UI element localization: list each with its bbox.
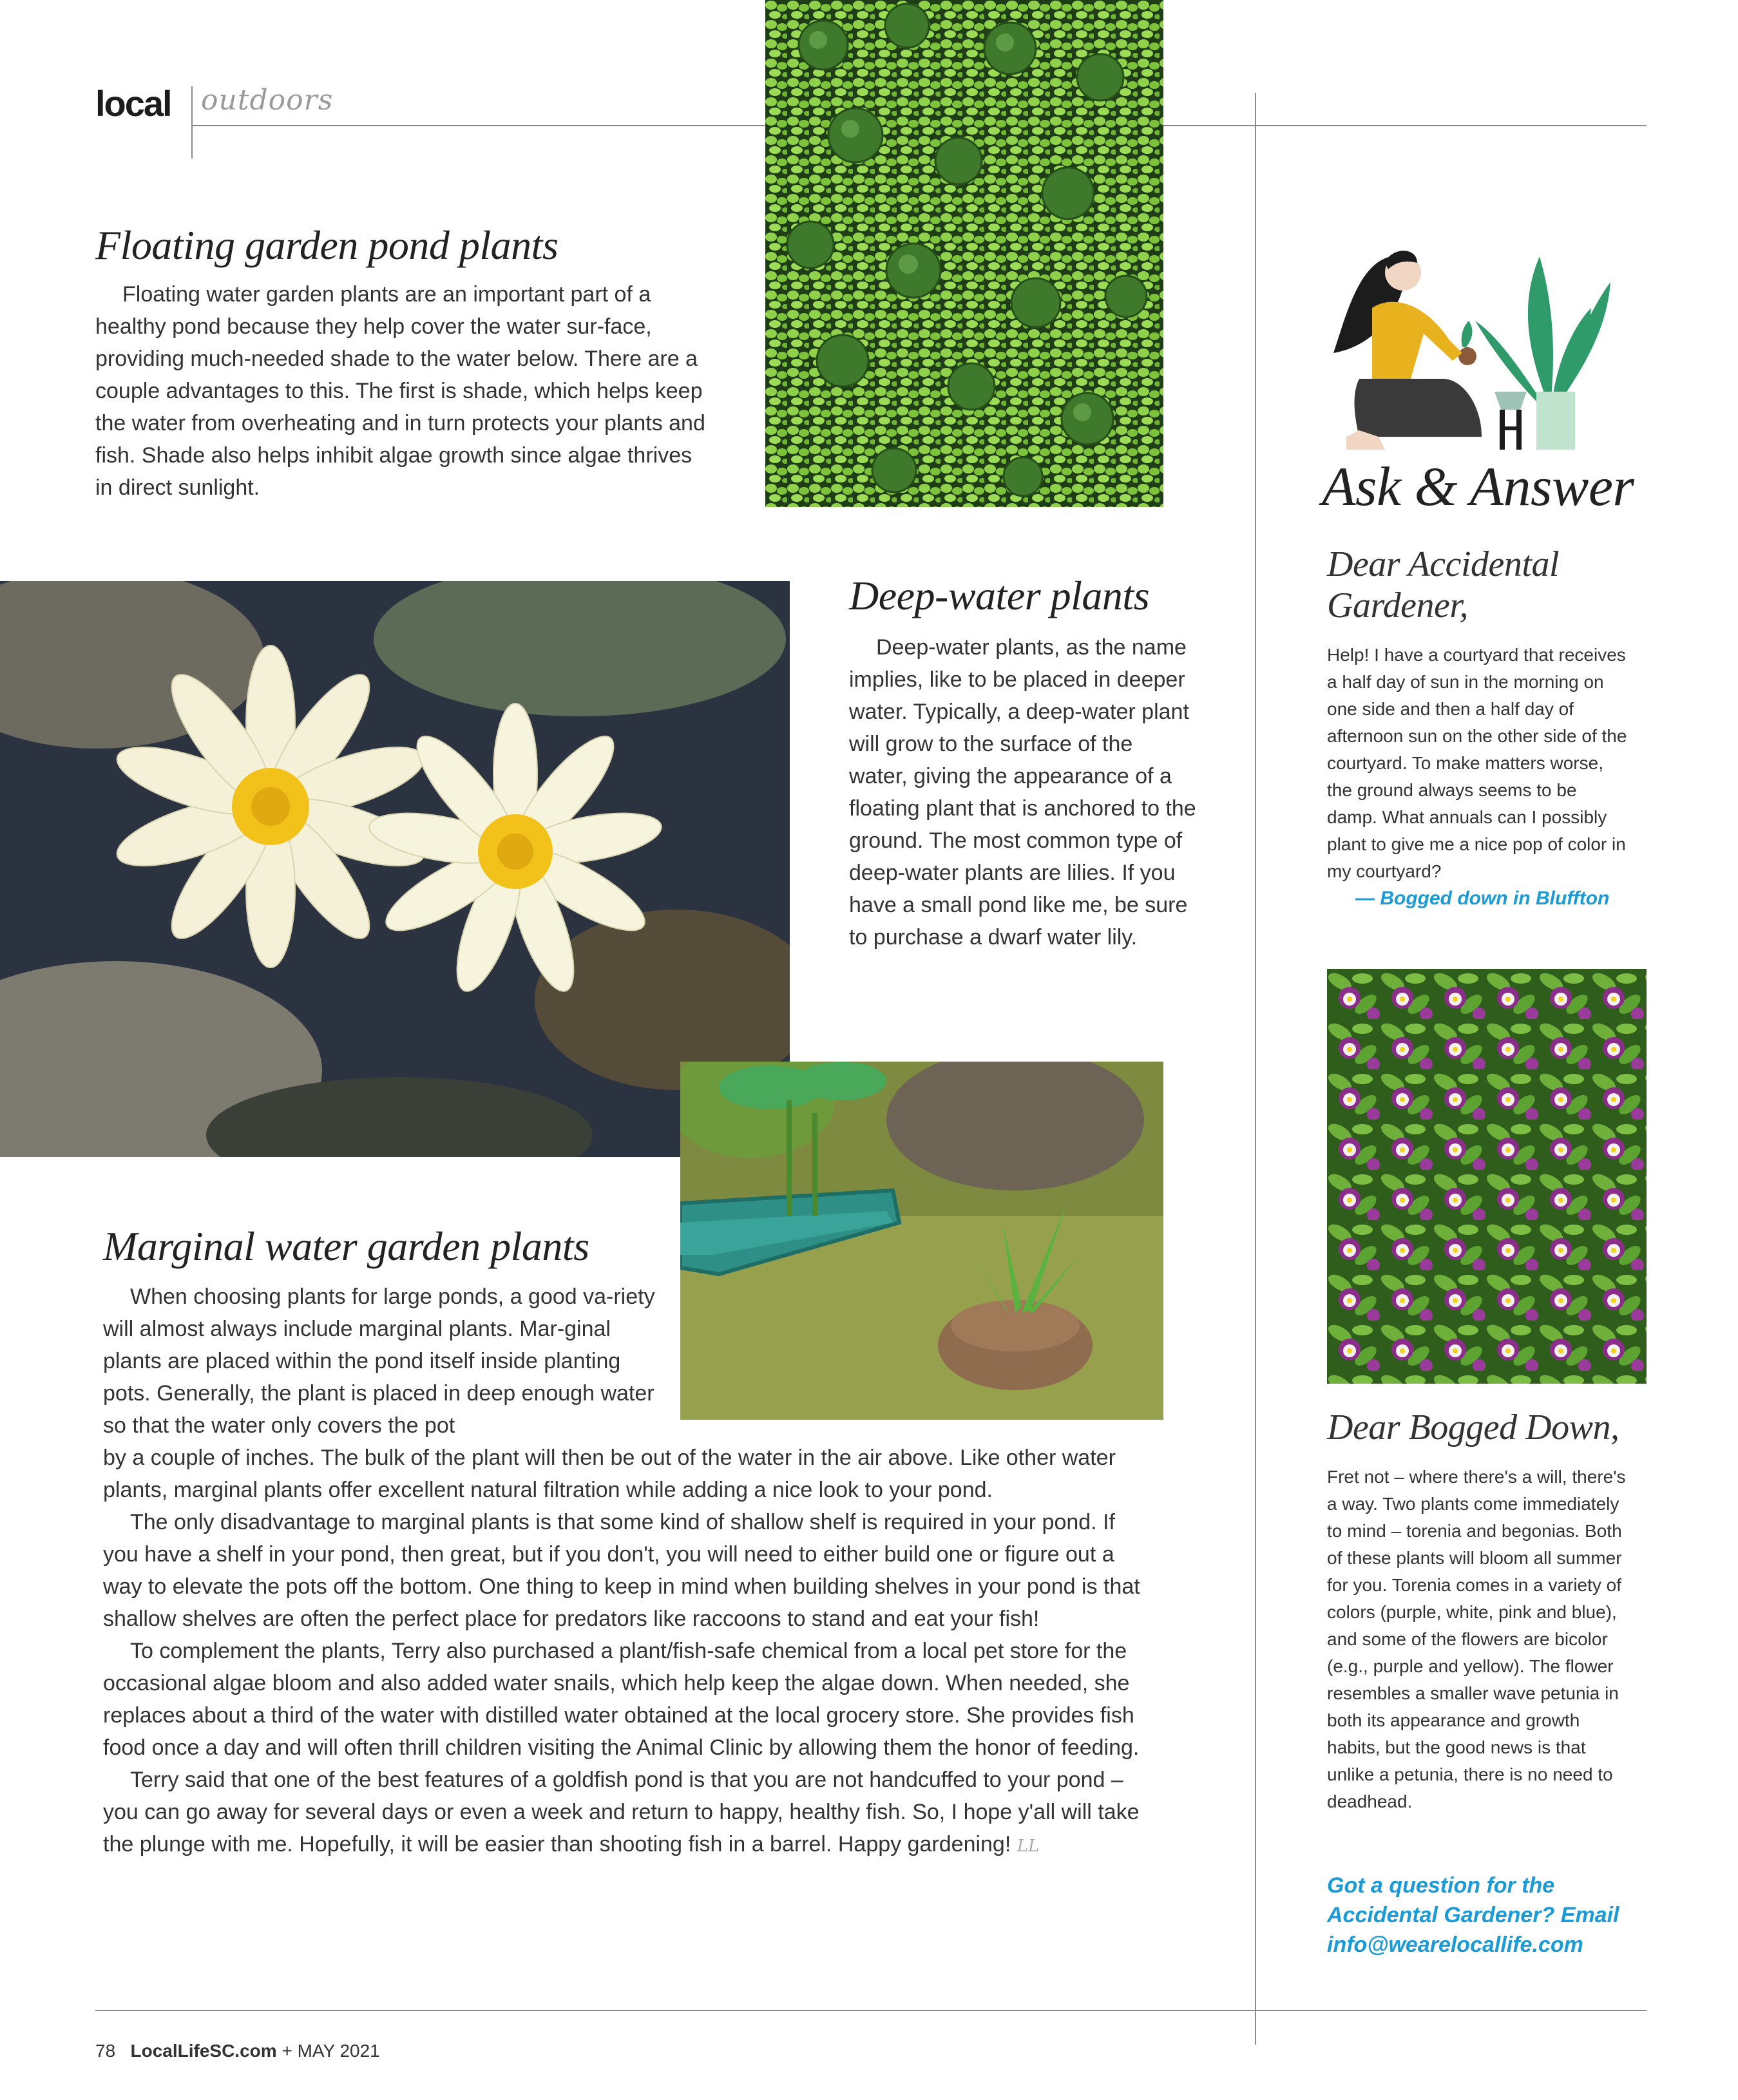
header-divider bbox=[191, 86, 193, 158]
marginal-last-text: Terry said that one of the best features of a goldfish pond is that you are not handcuffed to your pond – you can go away for several days or even a week and return to happy, healthy fish. So, I hope y'all will take the plunge with me. Hopefully, it will be easier than shooting fish in a barrel. Happy gardening! bbox=[103, 1768, 1140, 1857]
end-mark: LL bbox=[1017, 1837, 1040, 1856]
marginal-paragraph: The only disadvantage to marginal plants is that some kind of shallow shelf is required in your pond. If you have a shelf in your pond, then great, but if you don't, you will need to either build one or figure out a way to elevate the pots off the bottom. One thing to keep in mind when building shelves in your pond is that shallow shelves are often the perfect place for predators like raccoons to stand and eat your fish! bbox=[103, 1510, 1140, 1631]
question-greeting: Dear Accidental Gardener, bbox=[1327, 544, 1560, 625]
ask-answer-heading: Ask & Answer bbox=[1322, 455, 1634, 517]
floating-body bbox=[95, 278, 707, 504]
marginal-paragraph: by a couple of inches. The bulk of the plant will then be out of the water in the air above. Like other water plants, marginal plants offer excellent natural filtration while adding a nice look to your pond. bbox=[103, 1446, 1116, 1502]
marginal-paragraph bbox=[103, 1764, 1147, 1862]
section-label: outdoors bbox=[201, 84, 334, 117]
marginal-paragraph: To complement the plants, Terry also purchased a plant/fish-safe chemical from a local pet store for the occasional algae bloom and also added water snails, which help keep the algae down. When needed, she replaces about a third of the water with distilled water obtained at the local grocery store. She provides fish food once a day and will often thrill children visiting the Animal Clinic by allowing them the honor of feeding. bbox=[103, 1639, 1140, 1760]
question-text: Help! I have a courtyard that receives a half day of sun in the morning on one side and then a half day of afternoon sun on the other side of the courtyard. To make matters worse, the ground always seems to be damp. What annuals can I possibly plant to give me a nice pop of color in my courtyard? bbox=[1327, 645, 1627, 881]
answer-greeting: Dear Bogged Down, bbox=[1327, 1408, 1619, 1447]
question-cta: Got a question for the Accidental Gardener? Email info@wearelocallife.com bbox=[1327, 1873, 1619, 1957]
marginal-body bbox=[103, 1442, 1147, 1862]
page-footer bbox=[95, 2041, 380, 2061]
floating-heading: Floating garden pond plants bbox=[95, 222, 559, 268]
question-signature: — Bogged down in Bluffton bbox=[1355, 888, 1610, 909]
duckweed-photo bbox=[765, 0, 1163, 507]
question-body bbox=[1327, 642, 1630, 912]
marginal-intro bbox=[103, 1281, 657, 1442]
gardener-illustration bbox=[1333, 243, 1617, 456]
footer-rule bbox=[95, 2010, 1647, 2011]
issue-date: MAY 2021 bbox=[297, 2041, 380, 2061]
torenia-photo bbox=[1327, 969, 1647, 1384]
page-number: 78 bbox=[95, 2041, 116, 2061]
deep-water-body bbox=[849, 631, 1197, 953]
header-rule-right bbox=[1163, 125, 1647, 126]
deep-water-paragraph: Deep-water plants, as the name implies, like to be placed in deeper water. Typically, a deep-water plant will grow to the surface of the water, giving the appearance of a floating plant that is anchored to the ground. The most common type of deep-water plants are lilies. If you have a small pond like me, be sure to purchase a dwarf water lily. bbox=[849, 635, 1196, 950]
column-divider bbox=[1255, 93, 1256, 2045]
deep-water-heading: Deep-water plants bbox=[849, 573, 1150, 618]
footer-separator: + bbox=[282, 2041, 292, 2061]
answer-text: Fret not – where there's a will, there's a way. Two plants come immediately to mind – torenia and begonias. Both of these plants will bloom all summer for you. Torenia comes in a variety of colors (purple, white, pink and blue), and some of the flowers are bicolor (e.g., purple and yellow). The flower resembles a smaller wave petunia in both its appearance and growth habits, but the good news is that unlike a petunia, there is no need to deadhead. bbox=[1327, 1467, 1626, 1811]
water-lily-photo bbox=[0, 581, 790, 1157]
floating-paragraph: Floating water garden plants are an important part of a healthy pond because they help cover the water sur-face, providing much-needed shade to the water below. There are a couple advantages to this. The first is shade, which helps keep the water from overheating and in turn protects your plants and fish. Shade also helps inhibit algae growth since algae thrives in direct sunlight. bbox=[95, 282, 705, 500]
site-name: LocalLifeSC.com bbox=[130, 2041, 277, 2061]
header-rule-left bbox=[191, 125, 765, 126]
brand-logo: local bbox=[95, 83, 171, 124]
answer-body bbox=[1327, 1464, 1636, 1815]
marginal-intro-paragraph: When choosing plants for large ponds, a good va-riety will almost always include marginal plants. Mar-ginal plants are placed within the pond itself inside planting pots. Generally, the plant is placed in deep enough water so that the water only covers the pot bbox=[103, 1284, 655, 1438]
pond-planter-photo bbox=[680, 1062, 1163, 1420]
marginal-heading: Marginal water garden plants bbox=[103, 1223, 589, 1269]
